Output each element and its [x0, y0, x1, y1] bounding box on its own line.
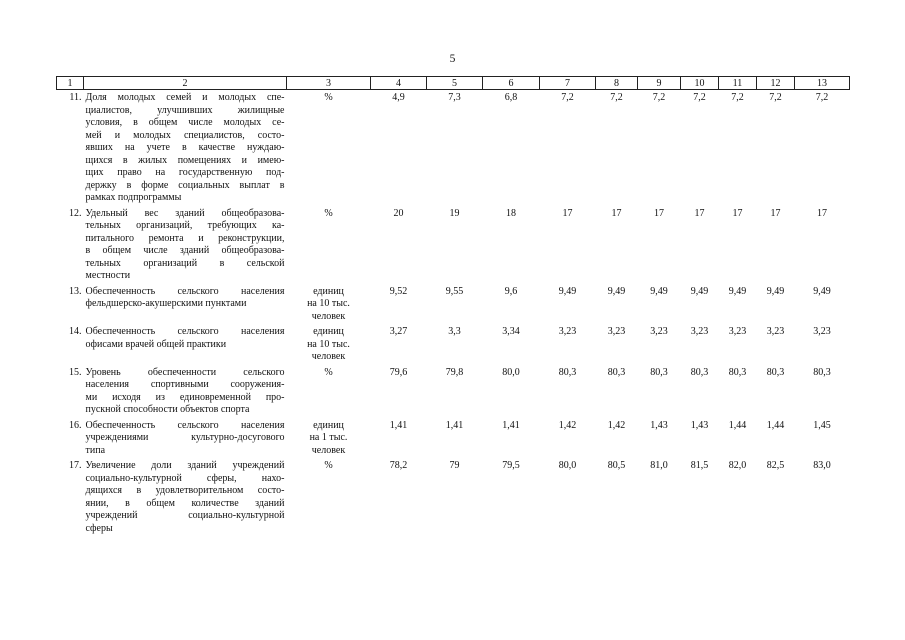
table-row — [57, 324, 850, 365]
column-header: 3 — [287, 77, 371, 90]
value-cell: 1,41 — [502, 419, 520, 431]
indicator-name-line: пускной способности объектов спорта — [85, 404, 250, 415]
column-header: 11 — [719, 77, 757, 90]
value-cell: 3,23 — [690, 326, 709, 337]
value-cell: 80,5 — [607, 460, 626, 471]
value-cell: 7,2 — [731, 92, 744, 103]
value-cell: 7,2 — [769, 92, 782, 103]
indicator-name-line: Увеличение доли зданий учреждений — [85, 460, 285, 471]
value-cell: 9,55 — [445, 285, 464, 297]
indicator-name-line: населения спортивными сооружения- — [85, 379, 285, 390]
value-cell: 1,43 — [650, 419, 668, 431]
value-cell: 9,49 — [766, 285, 785, 297]
value-cell: 9,49 — [607, 285, 626, 297]
indicator-name — [84, 418, 287, 459]
value-cell: 1,42 — [558, 419, 577, 431]
table-row — [57, 458, 850, 536]
value-cell: 17 — [732, 207, 743, 219]
value-cell: 7,3 — [448, 92, 461, 103]
value-cell: 9,52 — [389, 285, 408, 297]
row-number: 15. — [69, 366, 82, 378]
value-cell: 3,23 — [650, 326, 668, 337]
table-row — [57, 418, 850, 459]
indicator-name-line: держку в форме социальных выплат в — [85, 179, 285, 191]
value-cell: 19 — [449, 207, 460, 219]
table-header-row — [57, 77, 850, 90]
value-cell: 20 — [393, 207, 404, 219]
value-cell: 17 — [611, 207, 622, 219]
value-cell: 80,3 — [558, 366, 577, 378]
indicator-name — [84, 206, 287, 284]
value-cell: 6,8 — [504, 92, 518, 103]
value-cell: 80,3 — [690, 366, 709, 378]
value-cell: 7,2 — [610, 92, 623, 103]
indicator-name-line: Удельный вес зданий общеобразова- — [85, 207, 285, 219]
indicator-name — [84, 284, 287, 325]
column-header: 13 — [795, 77, 850, 90]
unit-of-measure — [287, 458, 371, 536]
value-cell: 9,49 — [650, 285, 668, 297]
unit-line: единиц — [313, 285, 344, 297]
indicator-name-line: щих право на государственную под- — [85, 167, 285, 178]
indicator-name-line: щихся в жилых помещениях и имею- — [85, 154, 285, 166]
unit-of-measure — [287, 284, 371, 325]
value-cell: 9,49 — [813, 285, 831, 297]
value-cell: 1,44 — [728, 419, 747, 431]
value-cell: 9,49 — [690, 285, 709, 297]
unit-line: на 1 тыс. — [309, 432, 348, 443]
column-header: 10 — [681, 77, 719, 90]
value-cell: 9,49 — [558, 285, 577, 297]
value-cell: 7,2 — [561, 92, 574, 103]
indicator-name-line: учреждениями культурно-досугового — [85, 432, 285, 443]
unit-line: человек — [311, 444, 346, 456]
value-cell: 79 — [449, 460, 460, 471]
value-cell: 80,0 — [558, 460, 577, 471]
indicator-name-line: тельных организаций, требующих ка- — [85, 220, 285, 231]
unit-line: % — [324, 207, 333, 219]
value-cell: 80,3 — [728, 366, 747, 378]
value-cell: 80,3 — [607, 366, 626, 378]
column-header: 9 — [638, 77, 681, 90]
row-number: 16. — [69, 419, 82, 431]
value-cell: 7,2 — [815, 92, 829, 103]
indicator-name-line: ми исходя из единовременной про- — [85, 391, 285, 403]
value-cell: 1,43 — [690, 419, 709, 431]
unit-line: % — [324, 92, 333, 103]
indicator-name-line: офисами врачей общей практики — [85, 338, 227, 350]
table-row — [57, 284, 850, 325]
indicator-name-line: мей и молодых специалистов, состо- — [85, 129, 285, 141]
row-number: 13. — [69, 285, 82, 297]
value-cell: 80,3 — [650, 366, 668, 378]
column-header: 1 — [57, 77, 84, 90]
unit-of-measure — [287, 365, 371, 418]
value-cell: 3,23 — [607, 326, 626, 337]
indicator-name-line: социально-культурной сферы, нахо- — [85, 472, 285, 484]
table-row — [57, 206, 850, 284]
indicator-name-line: питального ремонта и реконструкции, — [85, 232, 285, 244]
value-cell: 3,23 — [558, 326, 577, 337]
indicator-name-line: условия, в общем числе молодых се- — [85, 117, 285, 128]
column-header: 6 — [483, 77, 540, 90]
table-body — [57, 90, 850, 537]
row-number: 14. — [69, 326, 82, 337]
unit-of-measure — [287, 206, 371, 284]
value-cell: 9,6 — [504, 285, 518, 297]
indicator-name-line: Обеспеченность сельского населения — [85, 285, 285, 297]
indicator-name-line: фельдшерско-акушерскими пунктами — [85, 298, 247, 309]
indicator-name-line: в общем числе зданий общеобразова- — [85, 245, 285, 256]
value-cell: 78,2 — [389, 460, 408, 471]
indicator-name-line: учреждений социально-культурной — [85, 510, 285, 521]
indicator-name-line: янии, в общем количестве зданий — [85, 497, 285, 509]
value-cell: 1,41 — [445, 419, 464, 431]
value-cell: 3,34 — [502, 326, 520, 337]
value-cell: 7,2 — [693, 92, 706, 103]
column-header: 7 — [540, 77, 596, 90]
unit-of-measure — [287, 324, 371, 365]
indicator-name-line: явших на учете в качестве нуждаю- — [85, 142, 285, 153]
table-row — [57, 90, 850, 206]
value-cell: 79,6 — [389, 366, 408, 378]
value-cell: 1,41 — [389, 419, 408, 431]
unit-line: человек — [311, 310, 346, 322]
indicator-name-line: местности — [85, 270, 131, 281]
unit-of-measure — [287, 90, 371, 206]
value-cell: 18 — [506, 207, 516, 219]
value-cell: 9,49 — [728, 285, 747, 297]
unit-line: единиц — [313, 326, 344, 337]
value-cell: 79,5 — [502, 460, 520, 471]
column-header: 8 — [596, 77, 638, 90]
row-number: 17. — [69, 460, 82, 471]
value-cell: 82,0 — [728, 460, 747, 471]
value-cell: 17 — [770, 207, 781, 219]
row-number: 12. — [69, 207, 82, 219]
value-cell: 81,5 — [690, 460, 709, 471]
indicator-name — [84, 365, 287, 418]
indicator-name-line: рамках подпрограммы — [85, 192, 182, 203]
value-cell: 3,3 — [448, 326, 461, 337]
indicators-table — [56, 76, 850, 536]
indicator-name — [84, 458, 287, 536]
unit-line: единиц — [313, 419, 344, 431]
value-cell: 17 — [654, 207, 664, 219]
column-header: 12 — [757, 77, 795, 90]
column-header: 5 — [427, 77, 483, 90]
indicator-name — [84, 324, 287, 365]
value-cell: 80,3 — [766, 366, 785, 378]
value-cell: 3,23 — [766, 326, 785, 337]
unit-line: % — [324, 366, 333, 378]
value-cell: 1,42 — [607, 419, 626, 431]
unit-line: % — [324, 460, 333, 471]
unit-of-measure — [287, 418, 371, 459]
value-cell: 3,23 — [728, 326, 747, 337]
value-cell: 80,3 — [813, 366, 831, 378]
indicator-name-line: Обеспеченность сельского населения — [85, 419, 285, 431]
value-cell: 1,44 — [766, 419, 785, 431]
column-header: 4 — [371, 77, 427, 90]
indicator-name-line: тельных организаций в сельской — [85, 257, 285, 269]
value-cell: 1,45 — [813, 419, 831, 431]
unit-line: человек — [311, 351, 346, 362]
value-cell: 79,8 — [445, 366, 464, 378]
unit-line: на 10 тыс. — [307, 338, 350, 350]
indicator-name-line: Обеспеченность сельского населения — [85, 326, 285, 337]
value-cell: 17 — [694, 207, 705, 219]
value-cell: 81,0 — [650, 460, 668, 471]
indicator-name — [84, 90, 287, 206]
indicator-name-line: циалистов, улучшивших жилищные — [85, 104, 285, 116]
value-cell: 3,23 — [813, 326, 831, 337]
indicator-name-line: дящихся в удовлетворительном состо- — [85, 485, 285, 496]
table-row — [57, 365, 850, 418]
row-number: 11. — [69, 92, 82, 103]
value-cell: 17 — [817, 207, 827, 219]
value-cell: 82,5 — [766, 460, 785, 471]
value-cell: 3,27 — [389, 326, 408, 337]
value-cell: 83,0 — [813, 460, 831, 471]
value-cell: 4,9 — [392, 92, 405, 103]
value-cell: 17 — [562, 207, 573, 219]
column-header: 2 — [84, 77, 287, 90]
indicator-name-line: типа — [85, 444, 106, 456]
indicator-name-line: сферы — [85, 522, 113, 534]
unit-line: на 10 тыс. — [307, 298, 350, 309]
indicator-name-line: Доля молодых семей и молодых спе- — [85, 92, 285, 103]
page-number: 5 — [449, 53, 456, 65]
value-cell: 7,2 — [652, 92, 666, 103]
value-cell: 80,0 — [502, 366, 520, 378]
indicator-name-line: Уровень обеспеченности сельского — [85, 366, 285, 378]
